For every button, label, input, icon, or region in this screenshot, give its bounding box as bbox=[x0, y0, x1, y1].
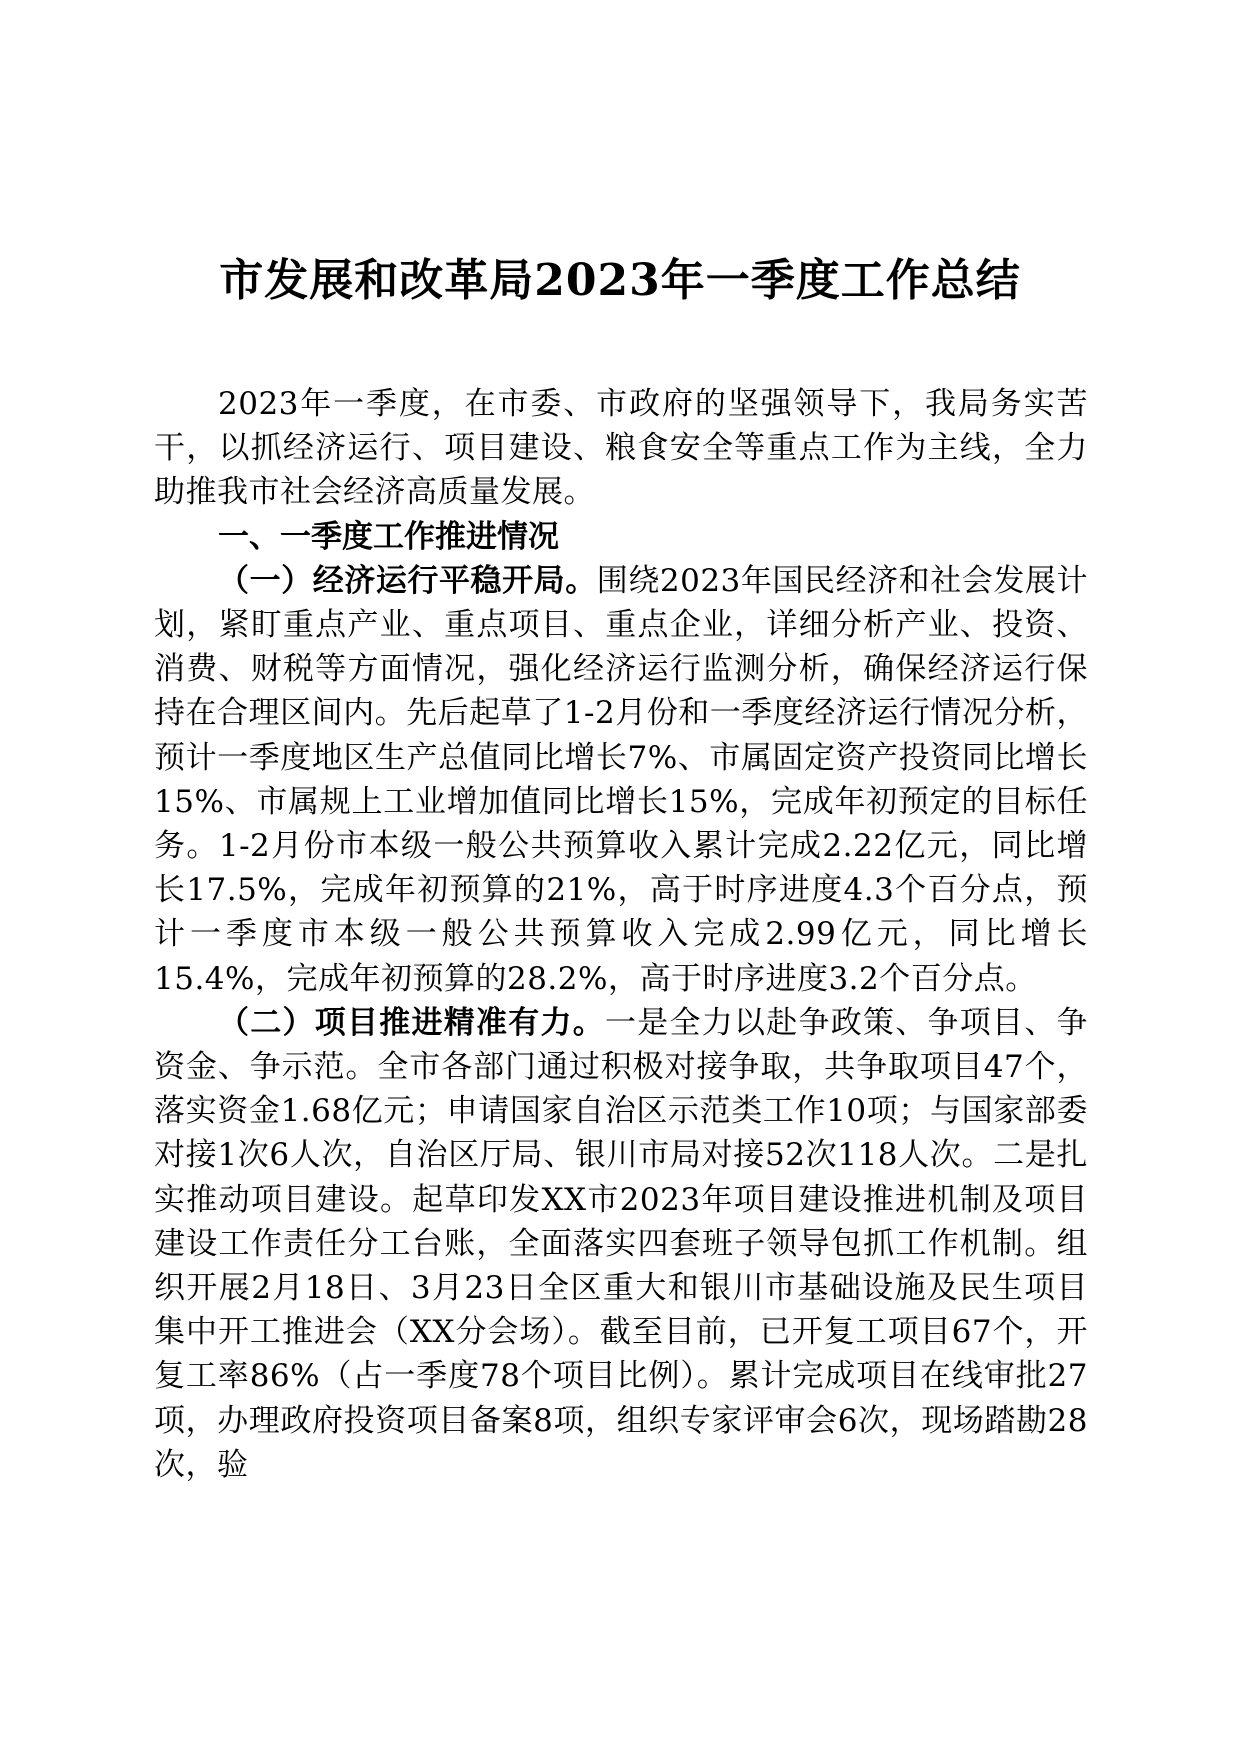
item-paragraph-2 bbox=[154, 1001, 1088, 1487]
item-heading-2: （二）项目推进精准有力。 bbox=[218, 1004, 605, 1041]
section-heading-1: 一、一季度工作推进情况 bbox=[218, 518, 559, 555]
item-text-1: 围绕2023年国民经济和社会发展计划，紧盯重点产业、重点项目、重点企业，详细分析产业、投资、消费、财税等方面情况，强化经济运行监测分析，确保经济运行保持在合理区间内。先后起草了1-2月份和一季度经济运行情况分析，预计一季度地区生产总值同比增长7%、市属固定资产投资同比增长15%、市属规上工业增加值同比增长15%，完成年初预定的目标任务。1-2月份市本级一般公共预算收入累计完成2.22亿元，同比增长17.5%，完成年初预算的21%，高于时序进度4.3个百分点，预计一季度市本级一般公共预算收入完成2.99亿元，同比增长15.4%，完成年初预算的28.2%，高于时序进度3.2个百分点。 bbox=[154, 562, 1088, 997]
item-heading-1: （一）经济运行平稳开局。 bbox=[218, 562, 597, 599]
document-title: 市发展和改革局2023年一季度工作总结 bbox=[219, 255, 1021, 306]
document-body bbox=[154, 382, 1088, 1487]
item-paragraph-1 bbox=[154, 559, 1088, 1001]
intro-paragraph: 2023年一季度，在市委、市政府的坚强领导下，我局务实苦干，以抓经济运行、项目建设、粮食安全等重点工作为主线，全力助推我市社会经济高质量发展。 bbox=[154, 386, 1088, 511]
item-text-2: 一是全力以赴争政策、争项目、争资金、争示范。全市各部门通过积极对接争取，共争取项目47个，落实资金1.68亿元；申请国家自治区示范类工作10项；与国家部委对接1次6人次，自治区厅局、银川市局对接52次118人次。二是扎实推动项目建设。起草印发XX市2023年项目建设推进机制及项目建设工作责任分工台账，全面落实四套班子领导包抓工作机制。组织开展2月18日、3月23日全区重大和银川市基础设施及民生项目集中开工推进会（XX分会场）。截至目前，已开复工项目67个，开复工率86%（占一季度78个项目比例）。累计完成项目在线审批27项，办理政府投资项目备案8项，组织专家评审会6次，现场踏勘28次，验 bbox=[154, 1004, 1088, 1483]
